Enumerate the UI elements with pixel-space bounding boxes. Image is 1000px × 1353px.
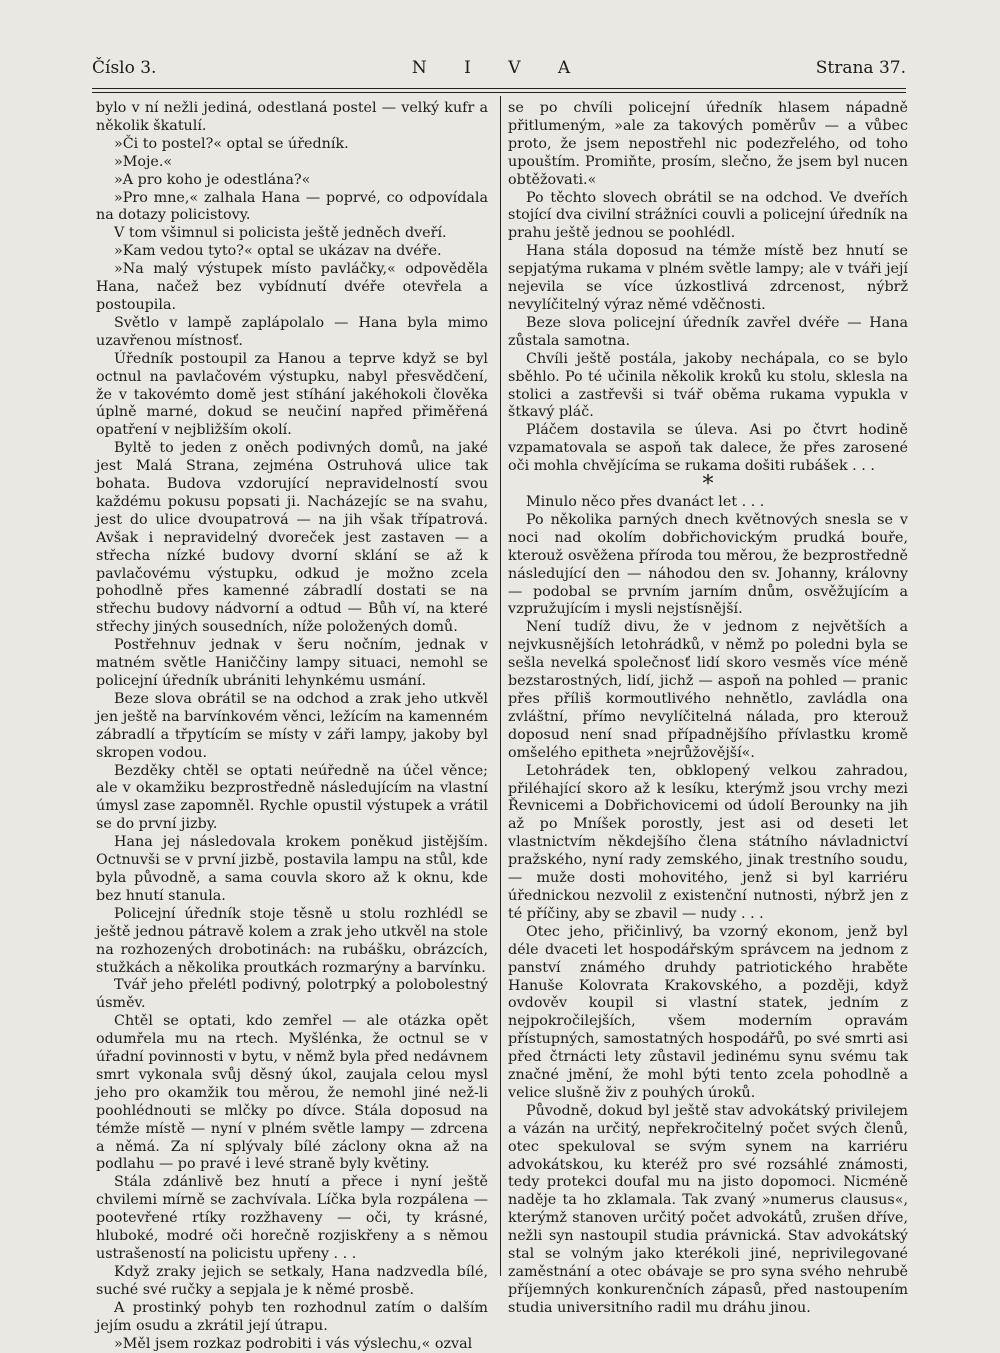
paragraph: Původně, dokud byl ještě stav advokátský privilejem a vázán na určitý, nepřekročitelný počet svých členů, otec spekuloval se svým synem na karriéru advokátskou, ku kteréž pro své rozsáhlé známosti, tedy protekci doufal mu na jisto dopomoci. Nicméně naděje ta ho zklamala. Tak zvaný »numerus clausus«, kterýmž stanoven určitý počet advokátů, zrušen dříve, nežli syn nastoupil studia právnická. Stav advokátský stal se volným jako kterékoli jiné, neprivilegované zaměstnání a otec obávaje se pro syna svého nehrubě příjemných konkurenčních zápasů, před nastoupením studia universitního radil mu dráhu jinou.	[508, 1102, 908, 1316]
section-separator: *	[702, 472, 714, 498]
paragraph: bylo v ní nežli jediná, odestlaná postel — velký kufr a několik škatulí.	[96, 100, 488, 134]
page-number: Strana 37.	[815, 58, 906, 78]
paragraph: Beze slova policejní úředník zavřel dvéře — Hana zůstala samotna.	[508, 314, 908, 349]
paragraph: Minulo něco přes dvanáct let . . .	[526, 494, 765, 511]
issue-number: Číslo 3.	[92, 58, 157, 78]
paragraph: »Moje.«	[114, 153, 173, 170]
publication-title: N I V A	[411, 58, 587, 78]
paragraph: Chtěl se optati, kdo zemřel — ale otázka opět odumřela mu na rtech. Myšlénka, že octnul se v úřadní povinnosti v bytu, v němž byla před nedávnem smrt vykonala svůj děsný úkol, zaujala celou mysl jeho pro okamžik tou měrou, že nemohl jiné než-li poohlédnouti se mlčky po dívce. Stála doposud na témže místě — nyní v plném světle lampy — zdrcena a němá. Za ní splývaly bílé záclony okna až na podlahu — po pravé i levé straně byly květiny.	[96, 1013, 488, 1173]
paragraph: Pláčem dostavila se úleva. Asi po čtvrt hodině vzpamatovala se aspoň tak dalece, že přes zarosené oči mohla chvějícíma se rukama došiti rubášek . . .	[508, 422, 908, 475]
paragraph: »Měl jsem rozkaz podrobiti i vás výslechu,« ozval	[114, 1335, 473, 1352]
header-rule-top	[92, 88, 906, 89]
right-column	[508, 100, 908, 1316]
paragraph: se po chvíli policejní úředník hlasem nápadně přitlumeným, »ale za takových poměrův — a vůbec proto, že jsem nepostřehl nic podezřelého, od toho upouštím. Promiňte, prosím, slečno, že jsem byl nucen obtěžovati.«	[508, 100, 908, 188]
paragraph: Stála zdánlivě bez hnutí a přece i nyní ještě chvilemi mírně se zachvívala. Líčka byla rozpálena — pootevřené rtíky rozžhaveny — oči, ty krásné, hluboké, modré oči horečně rozjiskřeny a s němou ustrašeností na policistu upřeny . . .	[96, 1174, 488, 1262]
paragraph: Po těchto slovech obrátil se na odchod. Ve dveřích stojící dva civilní strážníci couvli a policejní úředník na prahu ještě jednou se poohlédl.	[508, 189, 908, 242]
paragraph: Byltě to jeden z oněch podivných domů, na jaké jest Malá Strana, zejména Ostruhová ulice tak bohata. Budova vzdorující nepravidelností svou každému pokusu popsati ji. Nacházejíc se na svahu, jest do ulice dvoupatrová — na jih však třípatrová. Avšak i nepravidelný dvoreček jest zastaven — a střecha nízké budovy dvorní sklání se až k pavlačovému výstupku, odkud je možno zcela pohodlně přes kamenné zábradlí dostati se na střechu budovy nádvorní a odtud — Bůh ví, na které střechy jiných sousedních, níže položených domů.	[96, 440, 488, 636]
paragraph: Beze slova obrátil se na odchod a zrak jeho utkvěl jen ještě na barvínkovém věnci, ležícím na kamenném zábradlí a třpytícím se místy v záři lampy, jakoby byl skropen vodou.	[96, 690, 488, 761]
page-header	[92, 58, 906, 88]
paragraph: »Pro mne,« zalhala Hana — poprvé, co odpovídala na dotazy policistovy.	[96, 189, 488, 224]
column-divider	[500, 96, 501, 1276]
paragraph: »A pro koho je odestlána?«	[114, 171, 311, 188]
paragraph: Není tudíž divu, že v jednom z největších a nejvkusnějších letohrádků, v němž po poledni byla se sešla nevelká společnosť lidí skoro vesměs více méně bezstarostných, lidí, jichž — aspoň na pohled — pranic přes příliš kormoutlivého nehnětlo, zavládla ona zvláštní, přímo nevylíčitelná nálada, pro kterouž doposud není snad případnějšího přívlastku kromě omšelého epitheta »nejrůžovější«.	[508, 619, 908, 761]
paragraph: Hana stála doposud na témže místě bez hnutí se sepjatýma rukama v plném světle lampy; ale v tváři její nejevila se více úzkostlivá zdrcenost, nýbrž nevylíčitelný výraz němé vděčnosti.	[508, 243, 908, 313]
paragraph: Po několika parných dnech květnových snesla se v noci nad okolím dobřichovickým prudká bouře, kterouž osvěžena příroda tou měrou, že bezprostředně následující den — náhodou den sv. Johanny, královny — podobal se prvním jarním dnům, osvěžujícím a vzpružujícím i mysli nejstísnější.	[508, 511, 908, 618]
paragraph: Chvíli ještě postála, jakoby nechápala, co se bylo sběhlo. Po té učinila několik kroků ku stolu, sklesla na stolici a zastřevši si tvář oběma rukama vypukla v štkavý pláč.	[508, 350, 908, 421]
paragraph: »Či to postel?« optal se úředník.	[114, 135, 349, 152]
paragraph: Když zraky jejich se setkaly, Hana nadzvedla bílé, suché své ručky a sepjala je k němé prosbě.	[96, 1263, 488, 1298]
paragraph: V tom všimnul si policista ještě jedněch dveří.	[114, 225, 447, 242]
paragraph: Policejní úředník stoje těsně u stolu rozhlédl se ještě jednou pátravě kolem a zrak jeho utkvěl na stole na rozhozených drobotinách: na rubášku, obrázcích, stužkách a několika proutkách rozmarýny a barvínku.	[96, 905, 488, 976]
paragraph: Světlo v lampě zaplápolalo — Hana byla mimo uzavřenou místnosť.	[96, 314, 488, 349]
paragraph: »Na malý výstupek místo pavláčky,« odpověděla Hana, načež bez vybídnutí dvéře otevřela a postoupila.	[96, 261, 488, 313]
paragraph: Hana jej následovala krokem poněkud jistějším. Octnuvši se v první jizbě, postavila lampu na stůl, kde byla původně, a sama couvla skoro až k oknu, kde bez hnutí stanula.	[96, 834, 488, 904]
paragraph: Bezděky chtěl se optati neúředně na účel věnce; ale v okamžiku bezprostředně následujícím na vlastní úmysl zase zapomněl. Rychle opustil výstupek a vrátil se do první jizby.	[96, 762, 488, 833]
paragraph: A prostinký pohyb ten rozhodnul zatím o dalším jejím osudu a zkrátil její útrapu.	[96, 1299, 488, 1334]
paragraph: Otec jeho, přičinlivý, ba vzorný ekonom, jenž byl déle dvaceti let hospodářským správcem na jednom z panství známého druhdy patriotického hraběte Hanuše Kolovrata Krakovského, a později, když ovdověv koupil si vlastní statek, jedním z nejpokročilejších, všem moderním opravám přístupných, samostatných hospodářů, po své smrti asi před čtrnácti lety zůstavil jedinému synu svému tak značné jmění, že mohl býti tento zcela pohodlně a velice slušně živ z pouhých úroků.	[508, 923, 908, 1101]
paragraph: Tvář jeho přelétl podivný, polotrpký a polobolestný úsměv.	[96, 977, 488, 1012]
paragraph: Postřehnuv jednak v šeru nočním, jednak v matném světle Haniččiny lampy situaci, nemohl se policejní úředník ubrániti lehynkému usmání.	[96, 637, 488, 689]
paragraph: Úředník postoupil za Hanou a teprve když se byl octnul na pavlačovém výstupku, nabyl přesvědčení, že v takovémto domě jest stíhání jakéhokoli člověka úplně marné, dokud se neučiní napřed přiměřená opatření v nejbližším okolí.	[96, 350, 488, 439]
paragraph: Letohrádek ten, obklopený velkou zahradou, přiléhající skoro až k lesíku, kterýmž jsou vrchy mezi Řevnicemi a Dobřichovicemi od údolí Berounky na jih až po Mníšek porostly, jest asi od deseti let vlastnictvím někdejšího člena státního návladnictví pražského, nyní rady zemského, jinak trestního soudu, — muže dosti mohovitého, jenž si byl karriéru úřednickou nezvolil z existenční nutnosti, nýbrž jen z té příčiny, aby se zbavil — nudy . . .	[508, 762, 908, 922]
left-column	[96, 100, 488, 1352]
paragraph: »Kam vedou tyto?« optal se ukázav na dvéře.	[114, 243, 442, 260]
header-rule-bottom	[92, 92, 906, 93]
